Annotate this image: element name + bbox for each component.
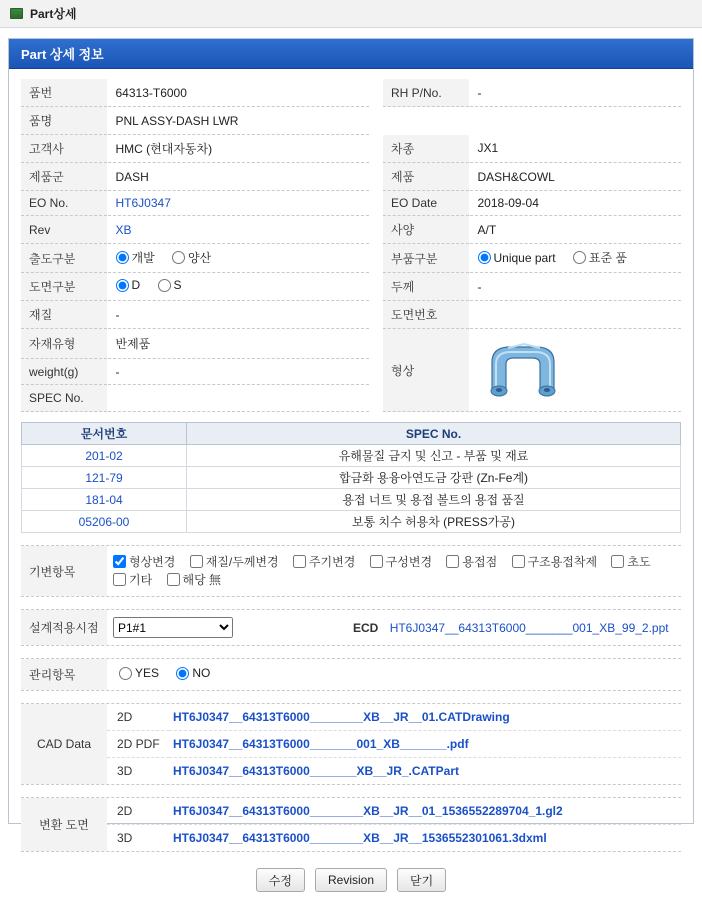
cell-spec-name: 합금화 용융아연도금 강판 (Zn-Fe계)	[187, 467, 681, 489]
radio-drawing-class-d-input[interactable]	[116, 279, 129, 292]
value-spec: A/T	[469, 216, 681, 244]
label-product: 제품	[383, 163, 469, 191]
cad-row-type: 2D PDF	[107, 731, 169, 758]
label-product-group: 제품군	[21, 163, 107, 191]
label-rh-pno: RH P/No.	[383, 79, 469, 107]
part-info-table	[21, 79, 681, 412]
label-eo-date: EO Date	[383, 191, 469, 216]
label-release-class: 출도구분	[21, 244, 107, 273]
window-titlebar	[0, 0, 702, 28]
cell-spec-name: 보통 치수 허용차 (PRESS가공)	[187, 511, 681, 533]
row-part-no	[21, 79, 681, 107]
radio-release-dev[interactable]	[116, 249, 155, 266]
converted-drawing-row	[21, 798, 681, 825]
label-customer: 고객사	[21, 135, 107, 163]
button-bar	[21, 868, 681, 900]
column-spacer	[369, 135, 383, 163]
value-part-no: 64313-T6000	[107, 79, 369, 107]
header-doc-no: 문서번호	[22, 423, 187, 445]
radio-drawing-class-s-input[interactable]	[158, 279, 171, 292]
radio-release-mass[interactable]	[172, 249, 211, 266]
row-manage-items	[21, 659, 681, 690]
cell-spec-name: 용접 너트 및 용접 볼트의 용접 품질	[187, 489, 681, 511]
checkbox-shape-change-input[interactable]	[113, 555, 126, 568]
column-spacer	[369, 79, 383, 107]
column-spacer	[369, 273, 383, 301]
design-apply-select[interactable]	[113, 617, 233, 638]
label-manage-items: 관리항목	[21, 659, 107, 690]
radio-drawing-class-s-label: S	[173, 278, 182, 293]
column-spacer	[369, 191, 383, 216]
row-design-apply	[21, 610, 681, 645]
cad-row-type: 2D	[117, 710, 133, 724]
radio-part-class-standard-input[interactable]	[573, 251, 586, 264]
label-part-no: 품번	[21, 79, 107, 107]
radio-release-dev-input[interactable]	[116, 251, 129, 264]
value-drawing-no	[469, 301, 681, 329]
link-converted-2d[interactable]: HT6J0347__64313T6000________XB__JR__01_1536552289704_1.gl2	[173, 804, 563, 818]
value-customer: HMC (현대자동차)	[107, 135, 369, 163]
checkbox-first-article[interactable]	[611, 553, 650, 570]
label-eo-no: EO No.	[21, 191, 107, 216]
checkbox-none-label: 해당 無	[182, 573, 222, 587]
label-material: 재질	[21, 301, 107, 329]
radio-part-class-unique-input[interactable]	[478, 251, 491, 264]
label-ecd: ECD	[353, 620, 379, 635]
checkbox-shape-change[interactable]	[113, 553, 175, 570]
radio-drawing-class-d[interactable]	[116, 278, 141, 292]
edit-button[interactable]: 수정	[256, 868, 305, 892]
close-button[interactable]: 닫기	[397, 868, 446, 892]
value-car-type: JX1	[469, 135, 681, 163]
row-release-class	[21, 244, 681, 273]
link-cad-2d-pdf[interactable]: HT6J0347__64313T6000_______001_XB_______.pdf	[173, 737, 469, 751]
row-change-items	[21, 546, 681, 596]
checkbox-etc-input[interactable]	[113, 573, 126, 586]
label-rev: Rev	[21, 216, 107, 244]
cad-data-row	[21, 758, 681, 785]
value-material: -	[107, 301, 369, 329]
checkbox-etc[interactable]	[113, 571, 152, 588]
checkbox-composition-change-label: 구성변경	[385, 555, 433, 569]
value-eo-date: 2018-09-04	[469, 191, 681, 216]
radio-release-dev-label: 개발	[131, 251, 155, 265]
header-spec-no: SPEC No.	[187, 423, 681, 445]
link-doc-no[interactable]: 181-04	[85, 492, 123, 507]
label-change-items: 기변항목	[21, 546, 107, 596]
label-weight: weight(g)	[21, 358, 107, 385]
checkbox-structural-adhesive-input[interactable]	[512, 555, 525, 568]
radio-manage-no-input[interactable]	[176, 667, 189, 680]
link-ecd-file[interactable]: HT6J0347__64313T6000_______001_XB_99_2.ppt	[389, 620, 669, 635]
table-row	[22, 489, 681, 511]
checkbox-first-article-label: 초도	[627, 555, 651, 569]
value-rh-pno: -	[469, 79, 681, 107]
row-product-group	[21, 163, 681, 191]
checkbox-cycle-change[interactable]	[293, 553, 355, 570]
label-part-class: 부품구분	[383, 244, 469, 273]
table-row	[22, 467, 681, 489]
label-part-name: 품명	[21, 107, 107, 135]
radio-manage-yes-label: YES	[135, 666, 160, 681]
checkbox-shape-change-label: 형상변경	[129, 555, 176, 569]
checkbox-structural-adhesive[interactable]	[512, 553, 598, 570]
row-part-name	[21, 107, 681, 135]
part-3d-thumbnail-icon	[478, 334, 570, 406]
table-row	[22, 445, 681, 467]
link-eo-no[interactable]: HT6J0347	[115, 196, 171, 210]
label-spec-no: SPEC No.	[21, 385, 107, 412]
part-detail-panel	[8, 38, 694, 888]
row-material	[21, 301, 681, 329]
column-spacer	[369, 216, 383, 244]
radio-part-class-standard[interactable]	[573, 249, 627, 266]
cad-data-row	[21, 704, 681, 731]
column-spacer	[369, 163, 383, 191]
checkbox-cycle-change-input[interactable]	[293, 555, 306, 568]
label-shape: 형상	[383, 329, 469, 412]
value-thickness: -	[469, 273, 681, 301]
value-spec-no	[107, 385, 369, 412]
panel-header-title: Part 상세 정보	[9, 39, 693, 69]
row-customer	[21, 135, 681, 163]
window-title: Part상세	[30, 7, 77, 21]
label-material-type: 자재유형	[21, 329, 107, 359]
checkbox-material-thickness-change[interactable]	[190, 553, 279, 570]
link-doc-no[interactable]: 121-79	[85, 470, 123, 485]
link-converted-3d[interactable]: HT6J0347__64313T6000________XB__JR__1536552301061.3dxml	[173, 831, 547, 845]
checkbox-material-thickness-change-input[interactable]	[190, 555, 203, 568]
revision-button[interactable]: Revision	[315, 868, 387, 892]
label-cad-data: CAD Data	[21, 704, 107, 784]
checkbox-none[interactable]	[167, 571, 222, 588]
design-apply-section	[21, 609, 681, 646]
empty-cell	[469, 107, 681, 135]
column-spacer	[369, 385, 383, 412]
checkbox-weld-point[interactable]	[446, 553, 497, 570]
link-doc-no[interactable]: 201-02	[85, 448, 123, 463]
value-weight: -	[107, 358, 369, 385]
column-spacer	[369, 301, 383, 329]
value-product-group: DASH	[107, 163, 369, 191]
label-car-type: 차종	[383, 135, 469, 163]
converted-row-type: 2D	[117, 804, 133, 818]
value-part-name: PNL ASSY-DASH LWR	[107, 107, 369, 135]
value-product: DASH&COWL	[469, 163, 681, 191]
label-spec: 사양	[383, 216, 469, 244]
converted-drawing-section	[21, 797, 681, 852]
radio-manage-yes-input[interactable]	[119, 667, 132, 680]
column-spacer	[369, 358, 383, 385]
row-material-type	[21, 329, 681, 359]
row-drawing-class	[21, 273, 681, 301]
label-drawing-no: 도면번호	[383, 301, 469, 329]
converted-row-type: 3D	[107, 825, 169, 852]
label-thickness: 두께	[383, 273, 469, 301]
row-rev	[21, 216, 681, 244]
table-row	[22, 511, 681, 533]
checkbox-composition-change[interactable]	[370, 553, 432, 570]
cad-row-type: 3D	[107, 758, 169, 785]
link-cad-3d[interactable]: HT6J0347__64313T6000_______XB__JR_.CATPart	[173, 764, 459, 778]
radio-part-class-unique-label: Unique part	[493, 250, 556, 265]
column-spacer	[369, 329, 383, 359]
checkbox-structural-adhesive-label: 구조용접착제	[527, 555, 598, 569]
cad-data-row	[21, 731, 681, 758]
radio-part-class-standard-label: 표준 품	[588, 251, 628, 265]
link-doc-no[interactable]: 05206-00	[78, 514, 130, 529]
spec-document-table	[21, 422, 681, 533]
column-spacer	[369, 107, 383, 135]
empty-cell	[383, 107, 469, 135]
checkbox-cycle-change-label: 주기변경	[308, 555, 356, 569]
radio-release-mass-label: 양산	[188, 251, 212, 265]
shape-thumbnail-cell	[469, 329, 681, 412]
radio-release-mass-input[interactable]	[172, 251, 185, 264]
cell-spec-name: 유해물질 금지 및 신고 - 부품 및 재료	[187, 445, 681, 467]
radio-drawing-class-d-label: D	[131, 278, 141, 293]
panel-body	[9, 69, 693, 906]
checkbox-first-article-input[interactable]	[611, 555, 624, 568]
change-items-checkboxes	[107, 546, 681, 596]
radio-manage-no[interactable]	[176, 666, 210, 680]
checkbox-etc-label: 기타	[129, 573, 153, 587]
change-items-section	[21, 545, 681, 597]
radio-manage-yes[interactable]	[119, 666, 159, 680]
checkbox-weld-point-label: 용접점	[462, 555, 498, 569]
value-material-type: 반제품	[107, 329, 369, 359]
converted-drawing-row	[21, 825, 681, 852]
label-converted-drawing: 변환 도면	[21, 798, 107, 851]
column-spacer	[369, 244, 383, 273]
cad-data-section	[21, 703, 681, 785]
table-header-row	[22, 423, 681, 445]
checkbox-none-input[interactable]	[167, 573, 180, 586]
part-icon	[10, 8, 23, 19]
checkbox-weld-point-input[interactable]	[446, 555, 459, 568]
link-rev[interactable]: XB	[115, 222, 132, 237]
row-eo-no	[21, 191, 681, 216]
radio-drawing-class-s[interactable]	[158, 278, 182, 292]
manage-items-section	[21, 658, 681, 691]
link-cad-2d[interactable]: HT6J0347__64313T6000________XB__JR__01.CATDrawing	[173, 710, 510, 724]
checkbox-material-thickness-change-label: 재질/두께변경	[205, 555, 279, 569]
checkbox-composition-change-input[interactable]	[370, 555, 383, 568]
label-drawing-class: 도면구분	[21, 273, 107, 301]
label-design-apply: 설계적용시점	[21, 610, 107, 645]
radio-part-class-unique[interactable]	[478, 251, 556, 265]
radio-manage-no-label: NO	[192, 666, 211, 681]
